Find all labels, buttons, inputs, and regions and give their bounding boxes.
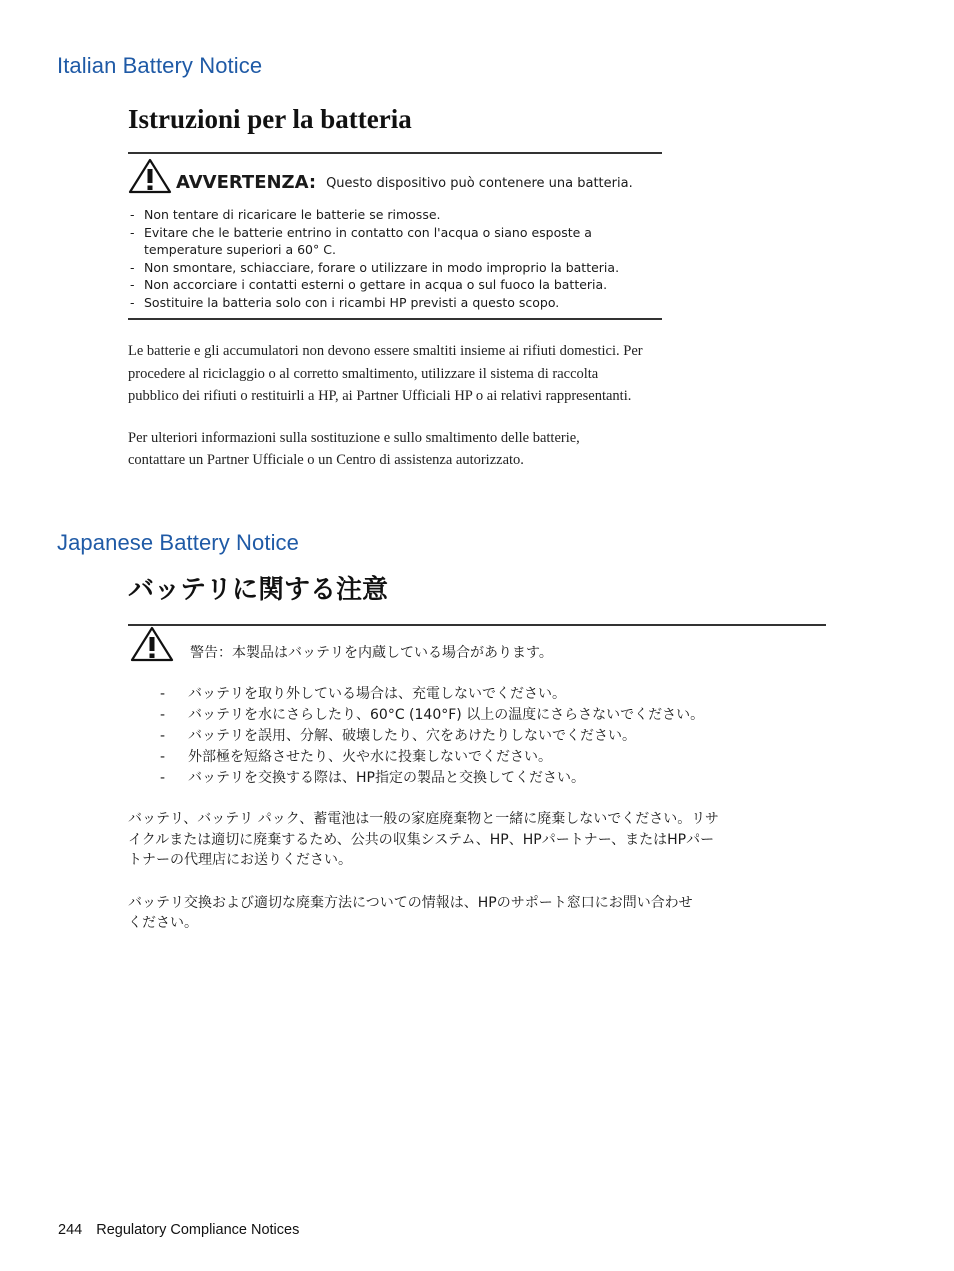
italian-info-paragraph: Per ulteriori informazioni sulla sostituzione e sullo smaltimento delle batterie, contattare un Partner Ufficiale o un Centro di assistenza autorizzato.: [128, 429, 580, 468]
list-item: - バッテリを交換する際は、HP指定の製品と交換してください。: [160, 770, 585, 786]
page-number: 244: [58, 1222, 83, 1238]
list-item: - Non tentare di ricaricare le batterie se rimosse.: [130, 207, 441, 222]
footer-section-title: Regulatory Compliance Notices: [96, 1222, 300, 1238]
warning-triangle-icon: [128, 158, 172, 194]
bottom-divider: [128, 318, 662, 320]
japanese-warning-list: [128, 684, 828, 789]
japanese-warning-text: 警告：本製品はバッテリを内蔵している場合があります。: [190, 645, 553, 661]
japanese-battery-notice-heading: Japanese Battery Notice: [57, 530, 299, 555]
italian-warning-list: [128, 206, 664, 311]
list-item: - Non accorciare i contatti esterni o gettare in acqua o sul fuoco la batteria.: [130, 277, 608, 292]
list-item: - Sostituire la batteria solo con i ricambi HP previsti a questo scopo.: [130, 294, 560, 310]
japanese-notice-image: [128, 570, 828, 934]
italian-warning-label: AVVERTENZA:: [176, 172, 317, 193]
top-divider: [128, 152, 662, 154]
italian-warning-row: [128, 158, 664, 194]
list-item: - 外部極を短絡させたり、火や水に投棄しないでください。: [160, 749, 552, 765]
japanese-notice-title: バッテリに関する注意: [128, 575, 389, 605]
italian-warning-text: Questo dispositivo può contenere una batteria.: [326, 176, 633, 191]
italian-notice-image: [128, 100, 664, 472]
italian-battery-notice-heading: Italian Battery Notice: [57, 53, 263, 78]
japanese-info-paragraph: バッテリ交換および適切な廃棄方法についての情報は、HPのサポート窓口にお問い合わせください。: [128, 894, 693, 931]
japanese-disposal-paragraph: バッテリ、バッテリ パック、蓄電池は一般の家庭廃棄物と一緒に廃棄しないでください。リサイクルまたは適切に廃棄するため、公共の収集システム、HP、HPパートナー、またはHPパートナーの代理店にお送りください。: [128, 811, 719, 868]
italian-disposal-paragraph: Le batterie e gli accumulatori non devono essere smaltiti insieme ai rifiuti domestici. Per procedere al riciclaggio o al corretto smaltimento, utilizzare il sistema di raccolta pubblico dei rifiuti o restituirli a HP, ai Partner Ufficiali HP o ai relativi rappresentanti.: [128, 343, 643, 404]
list-item: - Evitare che le batterie entrino in contatto con l'acqua o siano esposte a temperature superiori a 60° C.: [130, 224, 592, 257]
list-item: - Non smontare, schiacciare, forare o utilizzare in modo improprio la batteria.: [130, 259, 620, 275]
list-item: - バッテリを取り外している場合は、充電しないでください。: [160, 686, 566, 702]
list-item: - バッテリを誤用、分解、破壊したり、穴をあけたりしないでください。: [160, 728, 636, 744]
italian-notice-title: Istruzioni per la batteria: [128, 104, 412, 134]
japanese-warning-row: [128, 626, 828, 662]
list-item: - バッテリを水にさらしたり、60°C (140°F) 以上の温度にさらさないでください。: [160, 707, 705, 723]
page-footer: [58, 1222, 299, 1238]
warning-triangle-icon: [130, 626, 174, 662]
